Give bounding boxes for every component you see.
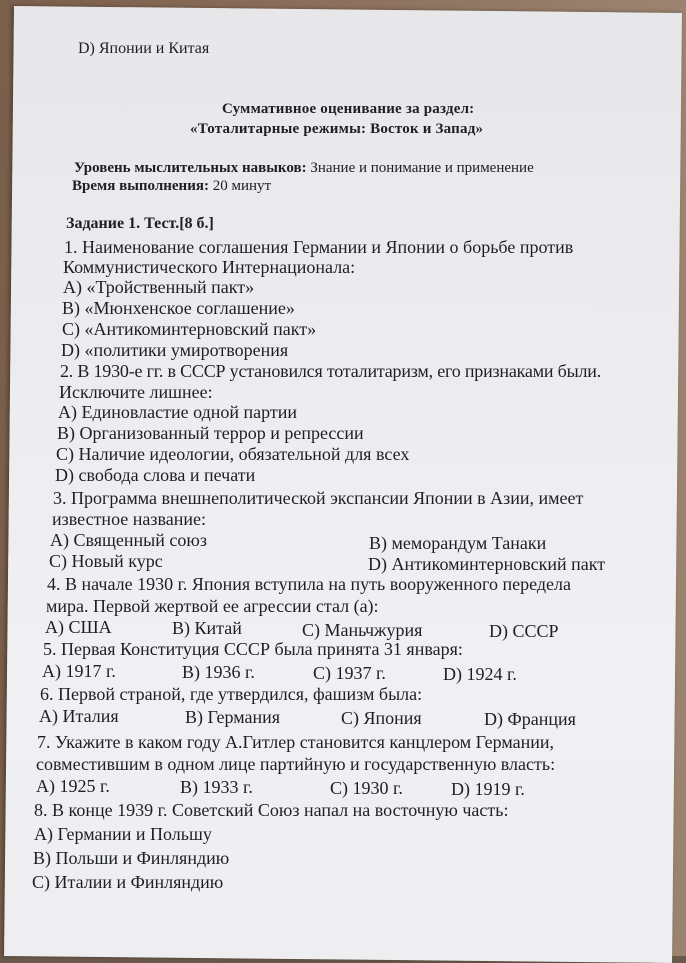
question-6-option-b: B) Германия xyxy=(185,707,281,727)
question-2-option-a: A) Единовластие одной партии xyxy=(58,402,298,422)
heading-line-1: Суммативное оценивание за раздел: xyxy=(222,101,475,117)
question-8-line-1: 8. В конце 1939 г. Советский Союз напал на восточную часть: xyxy=(34,800,509,820)
question-8-option-c: C) Италии и Финляндию xyxy=(32,872,224,892)
skill-level-label: Уровень мыслительных навыков: xyxy=(74,160,307,176)
question-3-line-2: известное название: xyxy=(52,509,207,529)
question-3-option-d: D) Антикоминтерновский пакт xyxy=(368,554,606,574)
question-7-option-a: A) 1925 г. xyxy=(36,776,110,796)
question-6-option-d: D) Франция xyxy=(484,709,576,729)
question-7-option-c: C) 1930 г. xyxy=(330,778,403,798)
question-2-option-c: C) Наличие идеологии, обязательной для всех xyxy=(56,444,410,464)
question-5-option-c: C) 1937 г. xyxy=(313,663,386,683)
question-2-line-2: Исключите лишнее: xyxy=(59,382,213,402)
question-3-option-b: B) меморандум Танаки xyxy=(369,533,547,553)
question-7-option-d: D) 1919 г. xyxy=(451,779,525,799)
question-7-option-b: B) 1933 г. xyxy=(180,777,253,797)
time-value: 20 минут xyxy=(212,178,272,194)
question-5-line-1: 5. Первая Конституция СССР была принята 31 января: xyxy=(43,639,463,659)
time-line xyxy=(72,175,271,197)
question-1-line-1: 1. Наименование соглашения Германии и Японии о борьбе против xyxy=(64,237,574,257)
question-5-option-d: D) 1924 г. xyxy=(443,664,517,684)
question-8-option-b: B) Польши и Финляндию xyxy=(33,848,230,868)
question-3-option-c: C) Новый курс xyxy=(49,551,163,571)
question-4-option-a: A) США xyxy=(45,617,112,637)
question-7-line-2: совместившим в одном лице партийную и государственную власть: xyxy=(36,754,556,774)
question-1-option-a: A) «Тройственный пакт» xyxy=(63,277,255,297)
task-title: Задание 1. Тест.[8 б.] xyxy=(66,215,214,232)
question-4-line-2: мира. Первой жертвой ее агрессии стал (а): xyxy=(46,596,379,616)
question-2-option-d: D) свобода слова и печати xyxy=(55,465,256,485)
question-4-option-b: B) Китай xyxy=(172,618,242,638)
question-3-line-1: 3. Программа внешнеполитической экспансии Японии в Азии, имеет xyxy=(53,488,584,508)
question-6-line-1: 6. Первой страной, где утвердился, фашизм была: xyxy=(40,684,423,704)
question-3-option-a: A) Священный союз xyxy=(50,530,207,550)
question-4-option-c: C) Маньчжурия xyxy=(302,620,423,640)
question-7-line-1: 7. Укажите в каком году А.Гитлер становится канцлером Германии, xyxy=(37,732,555,752)
heading-line-2: «Тоталитарные режимы: Восток и Запад» xyxy=(190,121,484,137)
previous-answer-line: D) Японии и Китая xyxy=(78,40,210,57)
question-2-line-1: 2. В 1930-е гг. в СССР установился тоталитаризм, его признаками были. xyxy=(60,361,602,381)
question-1-option-b: B) «Мюнхенское соглашение» xyxy=(62,298,295,318)
question-1-option-d: D) «политики умиротворения xyxy=(61,340,289,360)
question-4-option-d: D) СССР xyxy=(489,621,559,641)
question-4-line-1: 4. В начале 1930 г. Япония вступила на путь вооруженного передела xyxy=(47,574,571,594)
skill-level-value: Знание и понимание и применение xyxy=(310,160,534,176)
question-8-option-a: A) Германии и Польшу xyxy=(34,824,212,844)
question-6-option-a: A) Италия xyxy=(39,706,119,726)
question-5-option-b: B) 1936 г. xyxy=(182,662,255,682)
question-2-option-b: B) Организованный террор и репрессии xyxy=(57,423,364,443)
question-1-line-2: Коммунистического Интернационала: xyxy=(63,257,356,277)
time-label: Время выполнения: xyxy=(72,178,209,194)
question-1-option-c: C) «Антикоминтерновский пакт» xyxy=(62,319,317,339)
question-5-option-a: A) 1917 г. xyxy=(42,661,116,681)
question-6-option-c: C) Япония xyxy=(341,708,422,728)
